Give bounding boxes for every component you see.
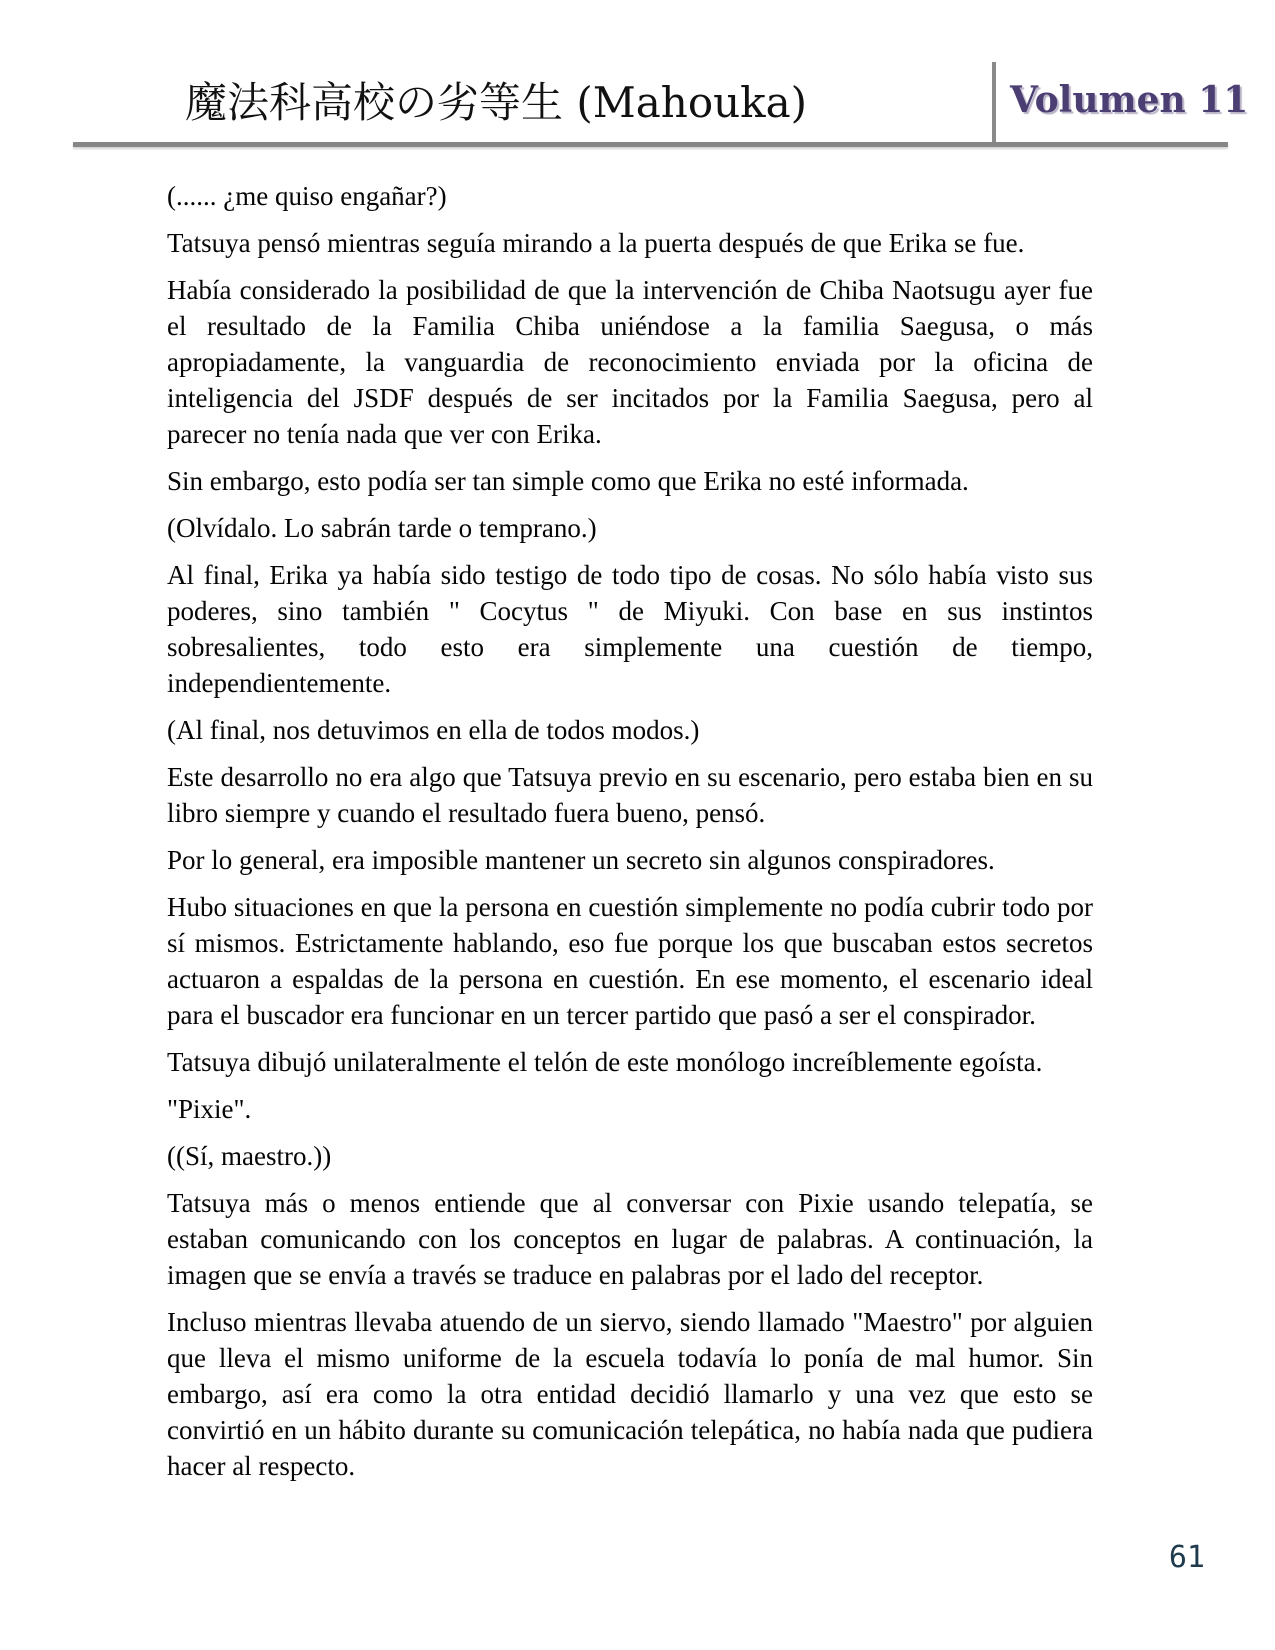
page-number: 61 bbox=[1168, 1540, 1205, 1575]
paragraph: Tatsuya pensó mientras seguía mirando a la puerta después de que Erika se fue. bbox=[167, 228, 1025, 258]
page-header bbox=[0, 0, 1275, 147]
paragraph: Tatsuya dibujó unilateralmente el telón de este monólogo increíblemente egoísta. bbox=[167, 1047, 1043, 1077]
paragraph: Había considerado la posibilidad de que la intervención de Chiba Naotsugu ayer fue el resultado de la Familia Chiba uniéndose a la familia Saegusa, o más apropiadamente, la vanguardia de reconocimiento enviada por la oficina de inteligencia del JSDF después de ser incitados por la Familia Saegusa, pero al parecer no tenía nada que ver con Erika. bbox=[167, 275, 1093, 449]
paragraph: Por lo general, era imposible mantener un secreto sin algunos conspiradores. bbox=[167, 845, 995, 875]
paragraph: (Olvídalo. Lo sabrán tarde o temprano.) bbox=[167, 513, 597, 543]
paragraph: Tatsuya más o menos entiende que al conversar con Pixie usando telepatía, se estaban comunicando con los conceptos en lugar de palabras. A continuación, la imagen que se envía a través se traduce en palabras por el lado del receptor. bbox=[167, 1188, 1093, 1290]
page-body bbox=[167, 178, 1093, 1484]
paragraph: Al final, Erika ya había sido testigo de todo tipo de cosas. No sólo había visto sus poderes, sino también " Cocytus " de Miyuki. Con base en sus instintos sobresalientes, todo esto era simplemente una cuestión de tiempo, independientemente. bbox=[167, 560, 1093, 698]
paragraph: (Al final, nos detuvimos en ella de todos modos.) bbox=[167, 715, 700, 745]
paragraph: Este desarrollo no era algo que Tatsuya previo en su escenario, pero estaba bien en su libro siempre y cuando el resultado fuera bueno, pensó. bbox=[167, 762, 1093, 828]
paragraph: ((Sí, maestro.)) bbox=[167, 1141, 332, 1171]
volume-label: Volumen 11 bbox=[1010, 79, 1249, 121]
paragraph: "Pixie". bbox=[167, 1094, 252, 1124]
paragraph: Incluso mientras llevaba atuendo de un siervo, siendo llamado "Maestro" por alguien que lleva el mismo uniforme de la escuela todavía lo ponía de mal humor. Sin embargo, así era como la otra entidad decidió llamarlo y una vez que esto se convirtió en un hábito durante su comunicación telepática, no había nada que pudiera hacer al respecto. bbox=[167, 1307, 1093, 1481]
book-title: 魔法科高校の劣等生 (Mahouka) bbox=[185, 78, 808, 127]
paragraph: (...... ¿me quiso engañar?) bbox=[167, 181, 447, 211]
header-row bbox=[73, 58, 1249, 142]
header-rule bbox=[73, 142, 1228, 147]
paragraph: Sin embargo, esto podía ser tan simple como que Erika no esté informada. bbox=[167, 466, 969, 496]
paragraph: Hubo situaciones en que la persona en cuestión simplemente no podía cubrir todo por sí mismos. Estrictamente hablando, eso fue porque los que buscaban estos secretos actuaron a espaldas de la persona en cuestión. En ese momento, el escenario ideal para el buscador era funcionar en un tercer partido que pasó a ser el conspirador. bbox=[167, 892, 1093, 1030]
